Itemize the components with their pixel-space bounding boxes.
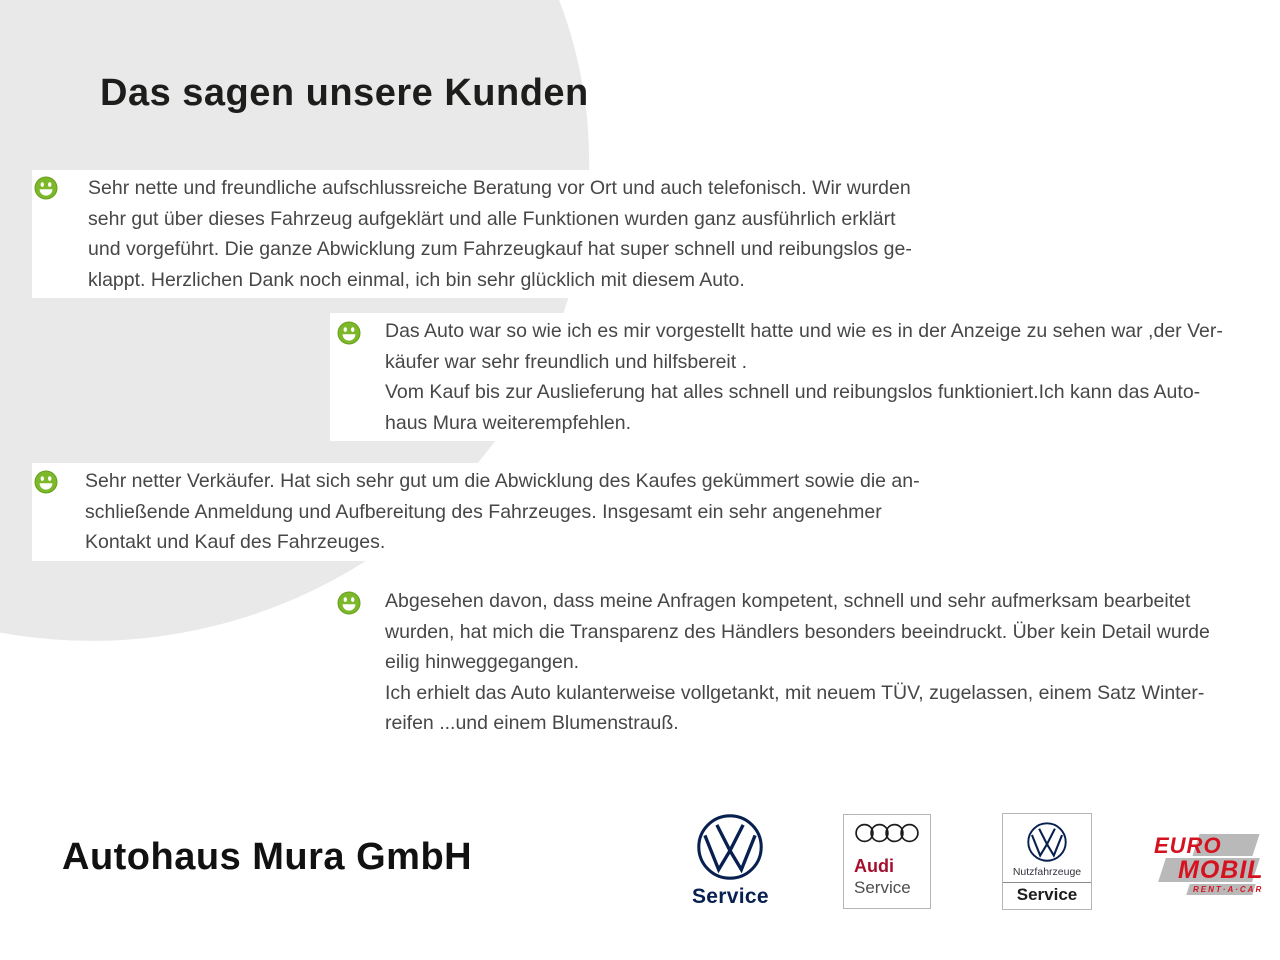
testimonial-card [330,313,1250,441]
testimonial-line: schließende Anmeldung und Aufbereitung des Fahrzeuges. Insgesamt ein sehr angenehmer [85,500,882,523]
nutzfahrzeuge-service-label: Service [1016,885,1078,904]
vw-roundel-icon [695,812,765,882]
testimonial-card [330,583,1250,742]
testimonial-line: reifen ...und einem Blumenstrauß. [385,712,679,734]
audi-rings-icon [855,823,919,843]
testimonial-card [32,463,932,561]
smiley-grin-icon [337,321,361,345]
testimonial-line: Vom Kauf bis zur Auslieferung hat alles schnell und reibungslos funktioniert.Ich kann das Auto- [385,381,1201,403]
vw-roundel-icon [1026,821,1068,863]
testimonial-line: Ich erhielt das Auto kulanterweise vollgetankt, mit neuem TÜV, zugelassen, einem Satz Winter- [385,681,1205,704]
testimonial-line: eilig hinweggegangen. [385,651,580,673]
vw-nutzfahrzeuge-service-badge [1002,813,1092,910]
euromobil-word: MOBIL [1178,856,1264,884]
company-name: Autohaus Mura GmbH [62,836,473,878]
testimonial-line: käufer war sehr freundlich und hilfsbereit . [385,350,748,373]
testimonial-line: Das Auto war so wie ich es mir vorgestellt hatte und wie es in der Anzeige zu sehen war ,der Ver- [385,320,1223,342]
testimonial-line: klappt. Herzlichen Dank noch einmal, ich bin sehr glücklich mit diesem Auto. [88,268,745,291]
euromobil-logo [1152,833,1264,897]
testimonial-line: Sehr nette und freundliche aufschlussreiche Beratung vor Ort und auch telefonisch. Wir wurden [88,177,911,199]
testimonial-line: haus Mura weiterempfehlen. [385,411,632,434]
smiley-grin-icon [34,176,58,200]
testimonial-line: Abgesehen davon, dass meine Anfragen kompetent, schnell und sehr aufmerksam bearbeitet [385,590,1191,612]
testimonial-line: sehr gut über dieses Fahrzeug aufgeklärt und alle Funktionen wurden ganz ausführlich erklärt [88,207,896,230]
testimonial-line: Sehr netter Verkäufer. Hat sich sehr gut um die Abwicklung des Kaufes gekümmert sowie die an- [85,470,920,492]
testimonial-line: Kontakt und Kauf des Fahrzeuges. [85,531,386,553]
audi-brand-label: Audi [854,856,894,876]
testimonial-line: wurden, hat mich die Transparenz des Händlers besonders beeindruckt. Über kein Detail wurde [385,620,1210,643]
page-title: Das sagen unsere Kunden [100,72,589,114]
audi-service-label: Service [854,878,911,897]
vw-service-logo [692,812,768,909]
testimonial-card [32,170,956,298]
testimonial-line: und vorgeführt. Die ganze Abwicklung zum Fahrzeugkauf hat super schnell und reibungslos ge- [88,238,912,260]
smiley-grin-icon [337,591,361,615]
audi-service-badge [843,814,931,909]
euromobil-tagline: RENT·A·CAR [1193,885,1264,894]
nutzfahrzeuge-label: Nutzfahrzeuge [1012,866,1082,878]
euromobil-word: EURO [1154,833,1222,858]
smiley-grin-icon [34,470,58,494]
vw-service-label: Service [692,885,769,908]
